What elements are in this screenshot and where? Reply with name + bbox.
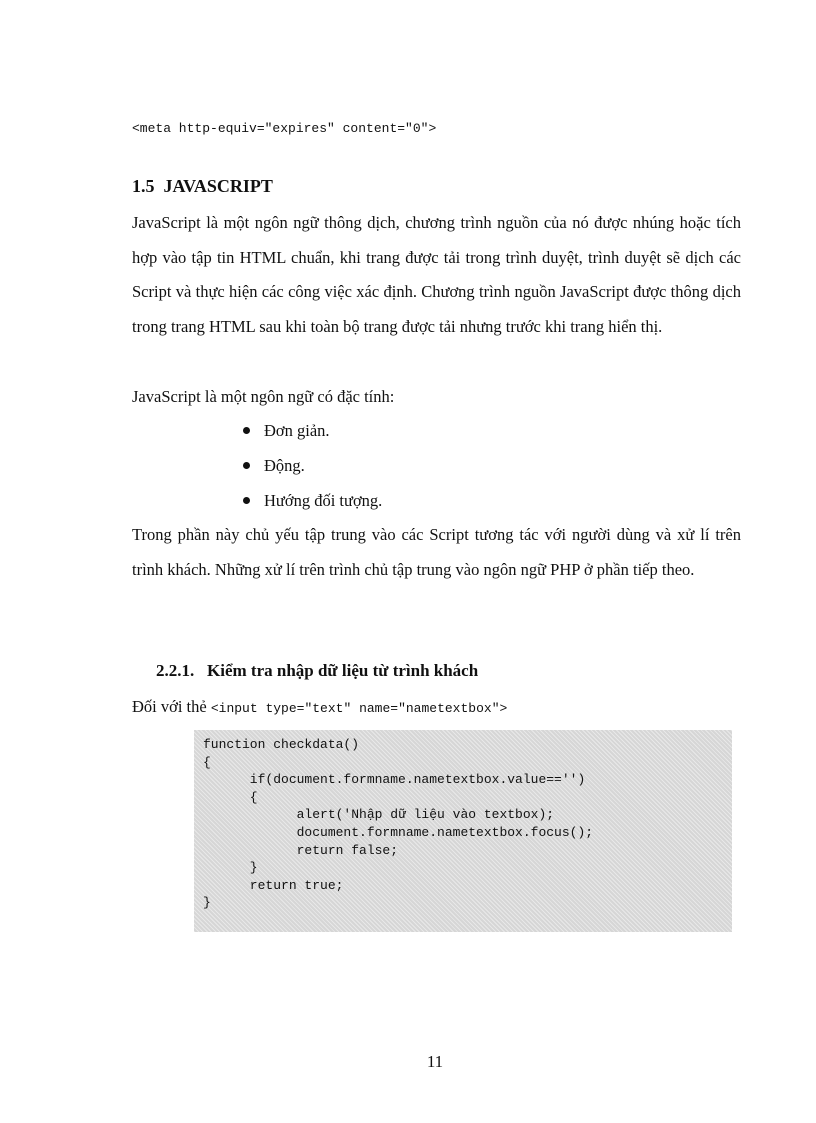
list-item-label: Động. [264,456,305,475]
input-tag-intro: Đối với thẻ [132,697,211,716]
input-tag-code: <input type="text" name="nametextbox"> [210,701,508,716]
code-block [194,730,732,932]
code-text: function checkdata() { if(document.formname.nametextbox.value=='') { alert('Nhập dữ liệu vào textbox); document.formname.nametextbox.focus(); return false; } return true; } [203,737,594,911]
bullet-icon [243,462,250,469]
feature-list [243,413,382,518]
list-item-label: Hướng đối tượng. [264,491,383,510]
list-item [243,448,382,483]
list-item-label: Đơn giản. [264,421,330,440]
bullet-icon [243,427,250,434]
scope-paragraph: Trong phần này chủ yếu tập trung vào các Script tương tác với người dùng và xử lí trên trình khách. Những xử lí trên trình chủ tập trung vào ngôn ngữ PHP ở phần tiếp theo. [132,525,741,579]
section-heading: 1.5 JAVASCRIPT [132,176,273,196]
bullet-icon [243,497,250,504]
page-number: 11 [426,1052,444,1071]
input-tag-line [132,697,507,717]
meta-tag-line: <meta http-equiv="expires" content="0"> [132,121,437,136]
list-item [243,413,382,448]
features-intro: JavaScript là một ngôn ngữ có đặc tính: [132,387,395,406]
list-item [243,483,382,518]
intro-paragraph: JavaScript là một ngôn ngữ thông dịch, chương trình nguồn của nó được nhúng hoặc tích hợp vào tập tin HTML chuẩn, khi trang được tải trong trình duyệt, trình duyệt sẽ dịch các Script và thực hiện các công việc xác định. Chương trình nguồn JavaScript được thông dịch trong trang HTML sau khi toàn bộ trang được tải nhưng trước khi trang hiển thị. [132,213,741,336]
subsection-heading: 2.2.1. Kiểm tra nhập dữ liệu từ trình khách [156,661,479,680]
